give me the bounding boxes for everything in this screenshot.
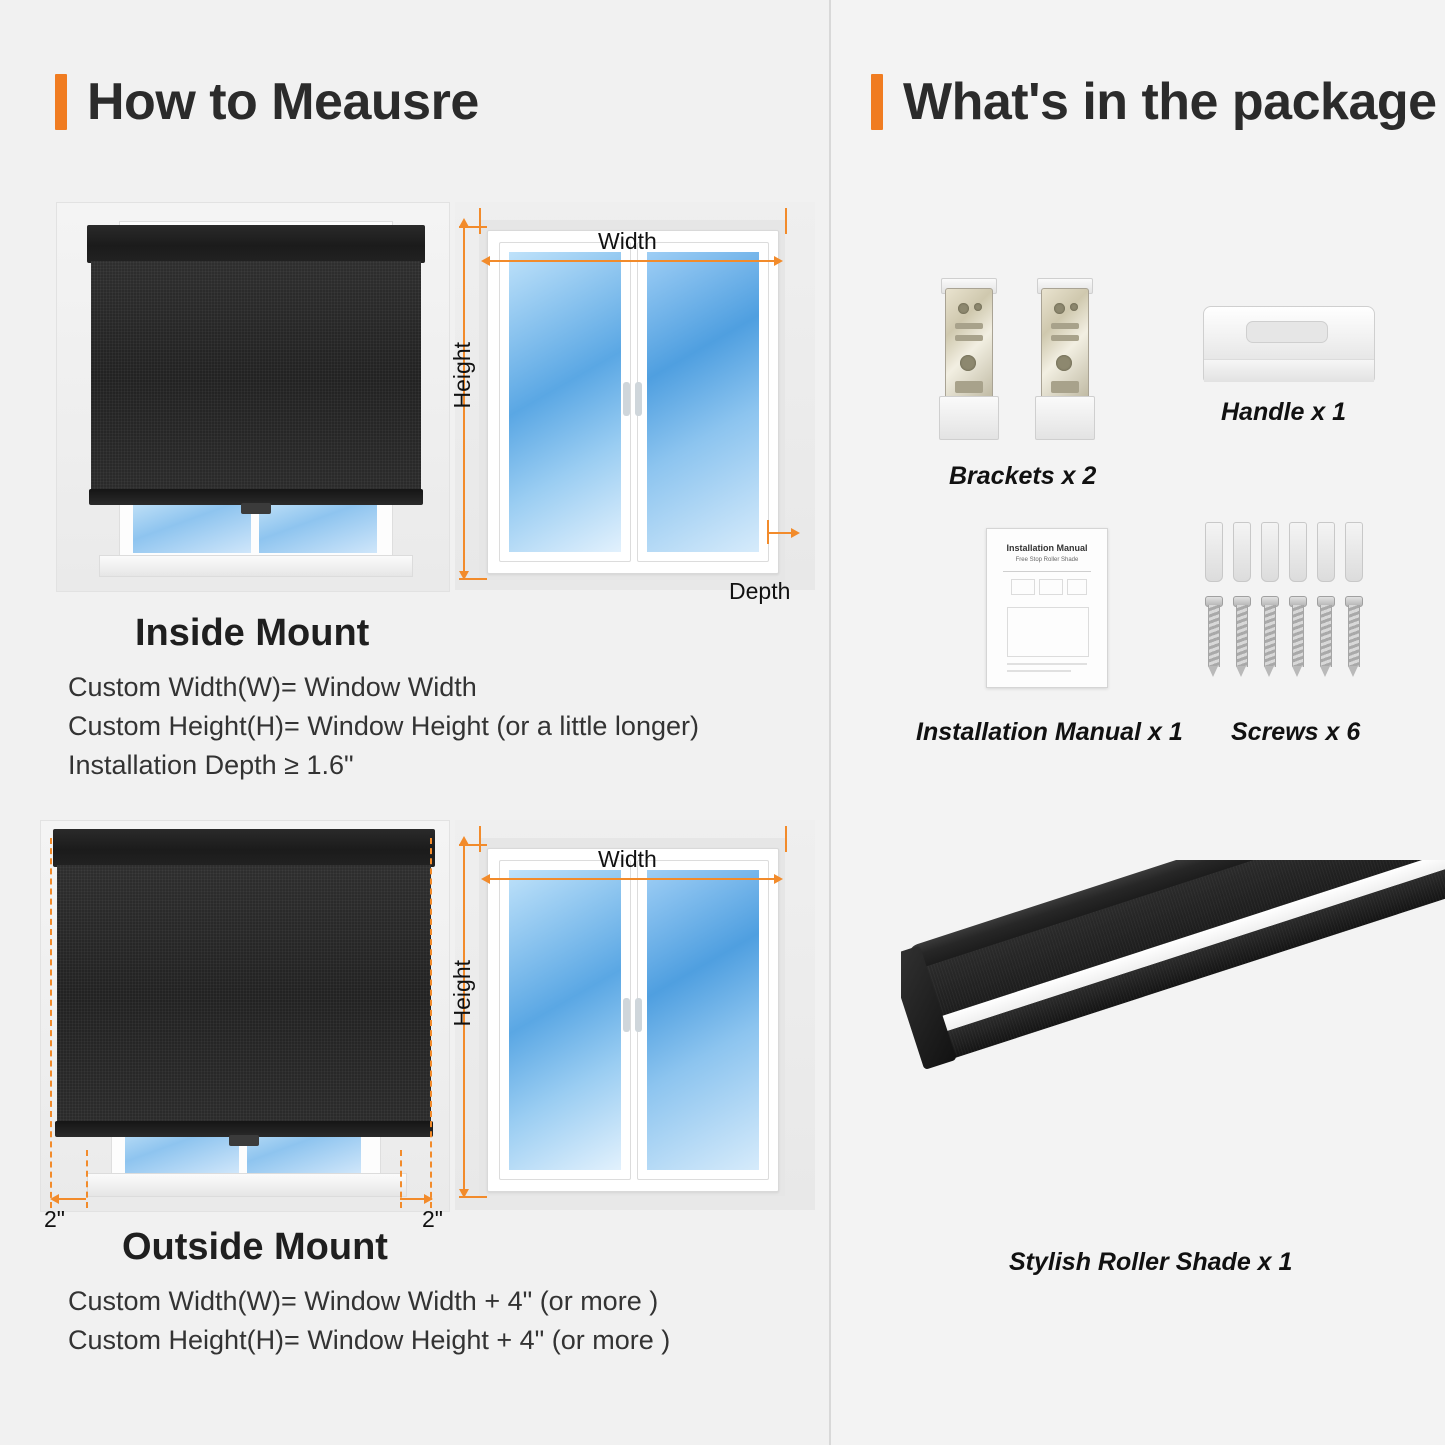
screws-caption: Screws x 6 bbox=[1231, 718, 1361, 746]
offset-arrowhead-right bbox=[424, 1194, 433, 1204]
roller-shade-caption: Stylish Roller Shade x 1 bbox=[1009, 1248, 1293, 1276]
manual-caption: Installation Manual x 1 bbox=[916, 718, 1183, 746]
manual-diagram bbox=[1007, 607, 1089, 657]
height-tick-bottom-2 bbox=[459, 1196, 487, 1198]
outside-offset-dash-right bbox=[430, 838, 432, 1208]
depth-arrowhead bbox=[791, 528, 800, 538]
inside-mount-note-1: Custom Width(W)= Window Width bbox=[68, 672, 477, 702]
manual-text-line-2 bbox=[1007, 670, 1071, 672]
photo-pull-handle-2 bbox=[229, 1135, 259, 1146]
bracket-2-hole-2 bbox=[1070, 303, 1078, 311]
bracket-2-slot-1 bbox=[1051, 323, 1079, 329]
outside-mount-title: Outside Mount bbox=[122, 1226, 388, 1268]
photo-glass-right bbox=[259, 503, 377, 553]
width-arrowhead-left-2 bbox=[481, 874, 490, 884]
bracket-2-slot-2 bbox=[1051, 335, 1079, 341]
outside-mount-notes bbox=[68, 1284, 670, 1362]
accent-bar-2 bbox=[871, 74, 883, 130]
diagram-sash-left bbox=[499, 242, 631, 562]
bracket-2-base bbox=[1035, 396, 1095, 440]
bracket-1-slot-2 bbox=[955, 335, 983, 341]
width-tick-left-2 bbox=[479, 826, 481, 852]
photo-valance bbox=[87, 225, 425, 263]
width-arrow-line-2 bbox=[483, 878, 781, 880]
bracket-1-hole-1 bbox=[958, 303, 969, 314]
brackets-caption: Brackets x 2 bbox=[949, 462, 1097, 490]
screw-1 bbox=[1203, 596, 1223, 682]
diagram-sash-right bbox=[637, 242, 769, 562]
diagram-pane-left bbox=[509, 252, 621, 552]
wall-anchor-2 bbox=[1233, 522, 1251, 582]
height-label-2: Height bbox=[449, 960, 475, 1027]
accent-bar bbox=[55, 74, 67, 130]
handle-grip-slot bbox=[1246, 321, 1328, 343]
bracket-2-hole-3 bbox=[1056, 355, 1072, 371]
manual-figure-2 bbox=[1039, 579, 1063, 595]
installation-manual-illustration bbox=[986, 528, 1108, 688]
inside-mount-note-3: Installation Depth ≥ 1.6" bbox=[68, 750, 354, 781]
manual-subtitle: Free Stop Roller Shade bbox=[1015, 557, 1079, 563]
outside-mount-note-1: Custom Width(W)= Window Width + 4" (or more ) bbox=[68, 1286, 659, 1316]
bracket-2-hole-1 bbox=[1054, 303, 1065, 314]
photo-valance-2 bbox=[53, 829, 435, 867]
width-label-2: Width bbox=[598, 846, 657, 872]
wall-anchor-4 bbox=[1289, 522, 1307, 582]
diagram-handle-right bbox=[635, 382, 642, 416]
manual-text-line-1 bbox=[1007, 663, 1087, 665]
manual-rule bbox=[1003, 571, 1091, 572]
height-tick-bottom bbox=[459, 578, 487, 580]
photo-window-sill bbox=[99, 555, 413, 577]
diagram-pane-left-2 bbox=[509, 870, 621, 1170]
offset-label-left: 2" bbox=[44, 1206, 65, 1232]
diagram-sash-left-2 bbox=[499, 860, 631, 1180]
width-arrowhead-left bbox=[481, 256, 490, 266]
inside-mount-dimension-diagram bbox=[449, 202, 815, 604]
outside-mount-note-2: Custom Height(H)= Window Height + 4" (or more ) bbox=[68, 1325, 671, 1356]
bracket-1-hole-2 bbox=[974, 303, 982, 311]
photo-pull-handle bbox=[241, 503, 271, 514]
how-to-measure-title: How to Meausre bbox=[87, 73, 479, 131]
width-tick-right-2 bbox=[785, 826, 787, 852]
diagram-sash-right-2 bbox=[637, 860, 769, 1180]
how-to-measure-heading bbox=[55, 72, 479, 132]
photo-glass-left bbox=[133, 503, 251, 553]
photo-shade-fabric-2 bbox=[57, 865, 431, 1123]
outside-offset-dash-left bbox=[50, 838, 52, 1208]
inside-mount-notes bbox=[68, 670, 699, 787]
brackets-illustration bbox=[935, 270, 1115, 450]
bracket-2-body bbox=[1041, 288, 1089, 402]
package-title: What's in the package bbox=[903, 73, 1437, 131]
roller-shade-illustration bbox=[901, 860, 1445, 1180]
outside-mount-dimension-diagram bbox=[449, 820, 815, 1210]
screw-4 bbox=[1287, 596, 1307, 682]
depth-label: Depth bbox=[729, 578, 791, 604]
handle-caption: Handle x 1 bbox=[1221, 398, 1347, 426]
width-arrowhead-right-2 bbox=[774, 874, 783, 884]
screw-6 bbox=[1343, 596, 1363, 682]
handle-base bbox=[1204, 359, 1374, 382]
wall-anchor-5 bbox=[1317, 522, 1335, 582]
height-tick-top bbox=[459, 226, 487, 228]
screw-2 bbox=[1231, 596, 1251, 682]
bracket-1-hole-3 bbox=[960, 355, 976, 371]
offset-label-right: 2" bbox=[422, 1206, 443, 1232]
width-label: Width bbox=[598, 228, 657, 254]
manual-figure-1 bbox=[1011, 579, 1035, 595]
diagram-handle-left bbox=[623, 382, 630, 416]
photo-shade-fabric bbox=[91, 261, 421, 491]
outside-mount-photo bbox=[40, 820, 450, 1212]
width-tick-left bbox=[479, 208, 481, 234]
bracket-2-slot-3 bbox=[1051, 381, 1079, 393]
inside-mount-note-2: Custom Height(H)= Window Height (or a little longer) bbox=[68, 711, 699, 742]
screws-illustration bbox=[1201, 522, 1401, 694]
width-arrow-line bbox=[483, 260, 781, 262]
width-tick-right bbox=[785, 208, 787, 234]
window-edge-dash-left bbox=[86, 1150, 88, 1208]
bracket-1-slot-1 bbox=[955, 323, 983, 329]
wall-anchor-6 bbox=[1345, 522, 1363, 582]
screw-5 bbox=[1315, 596, 1335, 682]
inside-mount-title: Inside Mount bbox=[135, 612, 370, 654]
wall-anchor-1 bbox=[1205, 522, 1223, 582]
bracket-1-base bbox=[939, 396, 999, 440]
width-arrowhead-right bbox=[774, 256, 783, 266]
diagram-handle-right-2 bbox=[635, 998, 642, 1032]
wall-anchor-3 bbox=[1261, 522, 1279, 582]
diagram-pane-right bbox=[647, 252, 759, 552]
manual-title: Installation Manual bbox=[1006, 543, 1088, 553]
offset-arrowhead-left bbox=[50, 1194, 59, 1204]
height-tick-top-2 bbox=[459, 844, 487, 846]
depth-tick bbox=[767, 520, 769, 544]
inside-mount-photo bbox=[56, 202, 450, 592]
diagram-pane-right-2 bbox=[647, 870, 759, 1170]
handle-illustration bbox=[1203, 306, 1375, 382]
height-label: Height bbox=[449, 342, 475, 409]
package-contents-column bbox=[831, 0, 1445, 1445]
screw-3 bbox=[1259, 596, 1279, 682]
manual-figure-3 bbox=[1067, 579, 1087, 595]
bracket-1-body bbox=[945, 288, 993, 402]
package-heading bbox=[871, 72, 1437, 132]
diagram-handle-left-2 bbox=[623, 998, 630, 1032]
bracket-1-slot-3 bbox=[955, 381, 983, 393]
photo-window-sill-2 bbox=[87, 1173, 407, 1197]
